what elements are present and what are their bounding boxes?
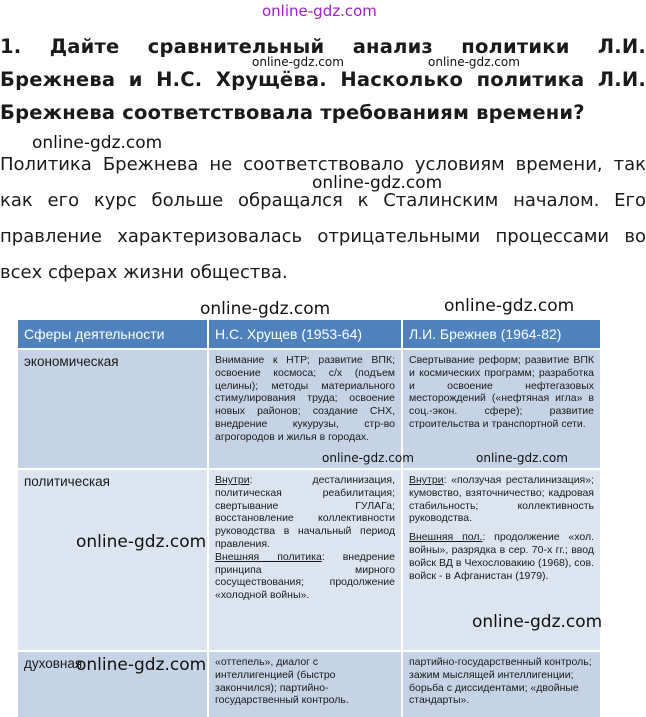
header-spheres: Сферы деятельности [18,320,208,349]
watermark-top: online-gdz.com [262,2,377,20]
watermark: online-gdz.com [200,299,331,319]
inner-text: : десталинизация, политическая реабилитация; свертывание ГУЛАГа; восстановление коллективности руководства в начальный период правления. [215,474,395,550]
cell-text [409,531,594,582]
question-heading: 1. Дайте сравнительный анализ политики Л.И. Брежнева и Н.С. Хрущёва. Насколько политика Л.И. Брежнева соответствовала требованиям времени? [0,35,646,124]
watermark: online-gdz.com [32,133,163,153]
header-khrushchev: Н.С. Хрущев (1953-64) [208,320,402,349]
watermark: online-gdz.com [322,451,414,465]
outer-label: Внешняя политика [215,550,322,563]
cell-text [215,551,395,602]
inner-text: : «ползучая ресталинизация»; кумовство, взяточничество; кадровая стабильность; коллективность руководства. [409,474,594,525]
sphere-spiritual: духовная [18,651,208,717]
sphere-economic: экономическая [18,349,208,469]
comparison-table-wrap [18,320,603,707]
watermark: online-gdz.com [428,55,520,69]
sphere-political: политическая [18,469,208,651]
inner-label: Внутри [215,474,250,486]
cell-text: партийно-государственный контроль; зажим мыслящей интеллигенции; борьба с диссидентами; «двойные стандарты». [409,656,592,707]
inner-label: Внутри [409,474,444,486]
watermark: online-gdz.com [472,612,603,632]
outer-label: Внешняя пол. [409,531,483,544]
watermark: online-gdz.com [76,655,207,675]
cell-text: Внимание к НТР; развитие ВПК; освоение космоса; с/х (подъем целины); методы материального стимулирования труда; освоение новых районов; создание СНХ, внедрение кукурузы, стр-во агрогородов и жилья в городах. [215,354,395,443]
header-brezhnev: Л.И. Брежнев (1964-82) [402,320,600,349]
cell-khrushchev-spiritual [208,651,402,717]
watermark: online-gdz.com [444,296,575,316]
cell-text: «оттепель», диалог с интеллигенцией (быстро закончился); партийно-государственный контроль. [215,656,349,707]
watermark: online-gdz.com [252,55,344,69]
watermark: online-gdz.com [476,451,568,465]
cell-text [215,474,395,551]
outer-text: : продолжение «хол. войны», разрядка в сер. 70-х гг.; ввод войск ВД в Чехословакию (1968), сов. войск - в Афганистан (1979). [409,531,594,582]
cell-khrushchev-political [208,469,402,651]
cell-text: Свертывание реформ; развитие ВПК и космических программ; разработка и освоение нефтегазовых месторождений («нефтяная игла» в соц.-экон. сфере); развитие строительства и транспортной сети. [409,354,594,430]
watermark: online-gdz.com [312,173,443,193]
answer-paragraph: Политика Брежнева не соответствовало условиям времени, так как его курс больше обращался к Сталинским началом. Его правление характеризовалась отрицательными процессами во всех сферах жизни общества. [0,154,646,283]
outer-text: : внедрение принципа мирного сосуществования; продолжение «холодной войны». [215,550,395,602]
watermark: online-gdz.com [76,532,207,552]
cell-brezhnev-spiritual [402,651,600,717]
cell-text [409,474,594,525]
